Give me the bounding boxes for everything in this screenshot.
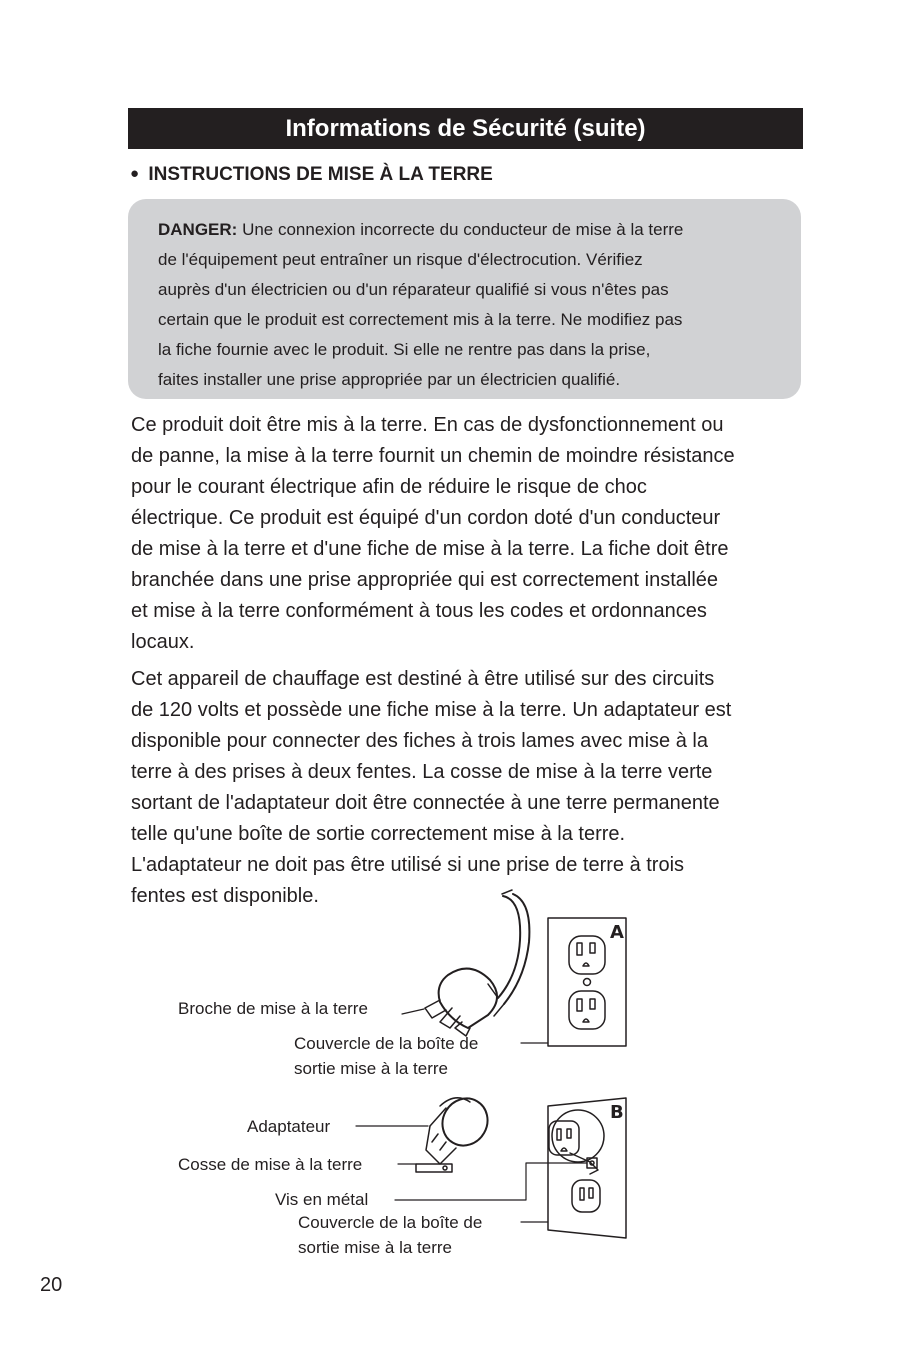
paragraph-line: disponible pour connecter des fiches à trois lames avec mise à la xyxy=(131,730,708,752)
danger-line: certain que le produit est correctement mis à la terre. Ne modifiez pas xyxy=(158,310,683,329)
metal-screw-label: Vis en métal xyxy=(275,1190,369,1209)
figure-a-letter: A xyxy=(610,922,624,943)
figure-b-letter: B xyxy=(610,1102,624,1123)
paragraph-line: branchée dans une prise appropriée qui est correctement installée xyxy=(131,569,719,591)
ground-pin-label: Broche de mise à la terre xyxy=(178,999,368,1018)
adapter-illustration xyxy=(356,1090,496,1172)
danger-label: DANGER: xyxy=(158,220,238,239)
paragraph-line: fentes est disponible. xyxy=(131,885,319,907)
cover-a-label-line1: Couvercle de la boîte de xyxy=(294,1034,479,1053)
paragraph-line: et mise à la terre conformément à tous les codes et ordonnances xyxy=(131,600,707,622)
paragraph-line: telle qu'une boîte de sortie correctement mise à la terre. xyxy=(131,823,626,845)
grounded-plug-illustration xyxy=(402,890,529,1036)
danger-line: auprès d'un électricien ou d'un réparateur qualifié si vous n'êtes pas xyxy=(158,280,669,299)
page-title-bar xyxy=(128,108,803,149)
grounding-paragraph xyxy=(131,410,811,658)
section-heading xyxy=(130,164,493,186)
cover-b-label-line1: Couvercle de la boîte de xyxy=(298,1213,483,1232)
section-heading-text: INSTRUCTIONS DE MISE À LA TERRE xyxy=(148,164,493,185)
danger-line: faites installer une prise appropriée par un électricien qualifié. xyxy=(158,370,621,389)
adapter-label: Adaptateur xyxy=(247,1117,331,1136)
paragraph-line: de panne, la mise à la terre fournit un chemin de moindre résistance xyxy=(131,445,735,467)
page-title: Informations de Sécurité (suite) xyxy=(285,114,646,142)
paragraph-line: locaux. xyxy=(131,631,195,653)
paragraph-line: de mise à la terre et d'une fiche de mise à la terre. La fiche doit être xyxy=(131,538,729,560)
page-number: 20 xyxy=(40,1274,63,1296)
danger-warning-box xyxy=(128,199,801,399)
paragraph-line: électrique. Ce produit est équipé d'un cordon doté d'un conducteur xyxy=(131,507,721,529)
danger-line xyxy=(158,215,777,245)
paragraph-line: Ce produit doit être mis à la terre. En cas de dysfonctionnement ou xyxy=(131,414,724,436)
paragraph-line: L'adaptateur ne doit pas être utilisé si une prise de terre à trois xyxy=(131,854,685,876)
cover-a-label-line2: sortie mise à la terre xyxy=(294,1059,448,1078)
paragraph-line: sortant de l'adaptateur doit être connectée à une terre permanente xyxy=(131,792,720,814)
danger-line: la fiche fournie avec le produit. Si elle ne rentre pas dans la prise, xyxy=(158,340,651,359)
danger-text: Une connexion incorrecte du conducteur de mise à la terre xyxy=(237,220,684,239)
paragraph-line: Cet appareil de chauffage est destiné à être utilisé sur des circuits xyxy=(131,668,715,690)
paragraph-line: terre à des prises à deux fentes. La cosse de mise à la terre verte xyxy=(131,761,713,783)
paragraph-line: pour le courant électrique afin de réduire le risque de choc xyxy=(131,476,647,498)
grounding-diagram xyxy=(0,880,914,1260)
paragraph-line: de 120 volts et possède une fiche mise à la terre. Un adaptateur est xyxy=(131,699,732,721)
danger-line: de l'équipement peut entraîner un risque d'électrocution. Vérifiez xyxy=(158,250,643,269)
grounding-diagram-illustration xyxy=(0,880,914,1260)
bullet-icon: ● xyxy=(130,165,140,182)
ground-lug-label: Cosse de mise à la terre xyxy=(178,1155,363,1174)
cover-b-label-line2: sortie mise à la terre xyxy=(298,1238,452,1257)
adapter-paragraph xyxy=(131,664,811,912)
